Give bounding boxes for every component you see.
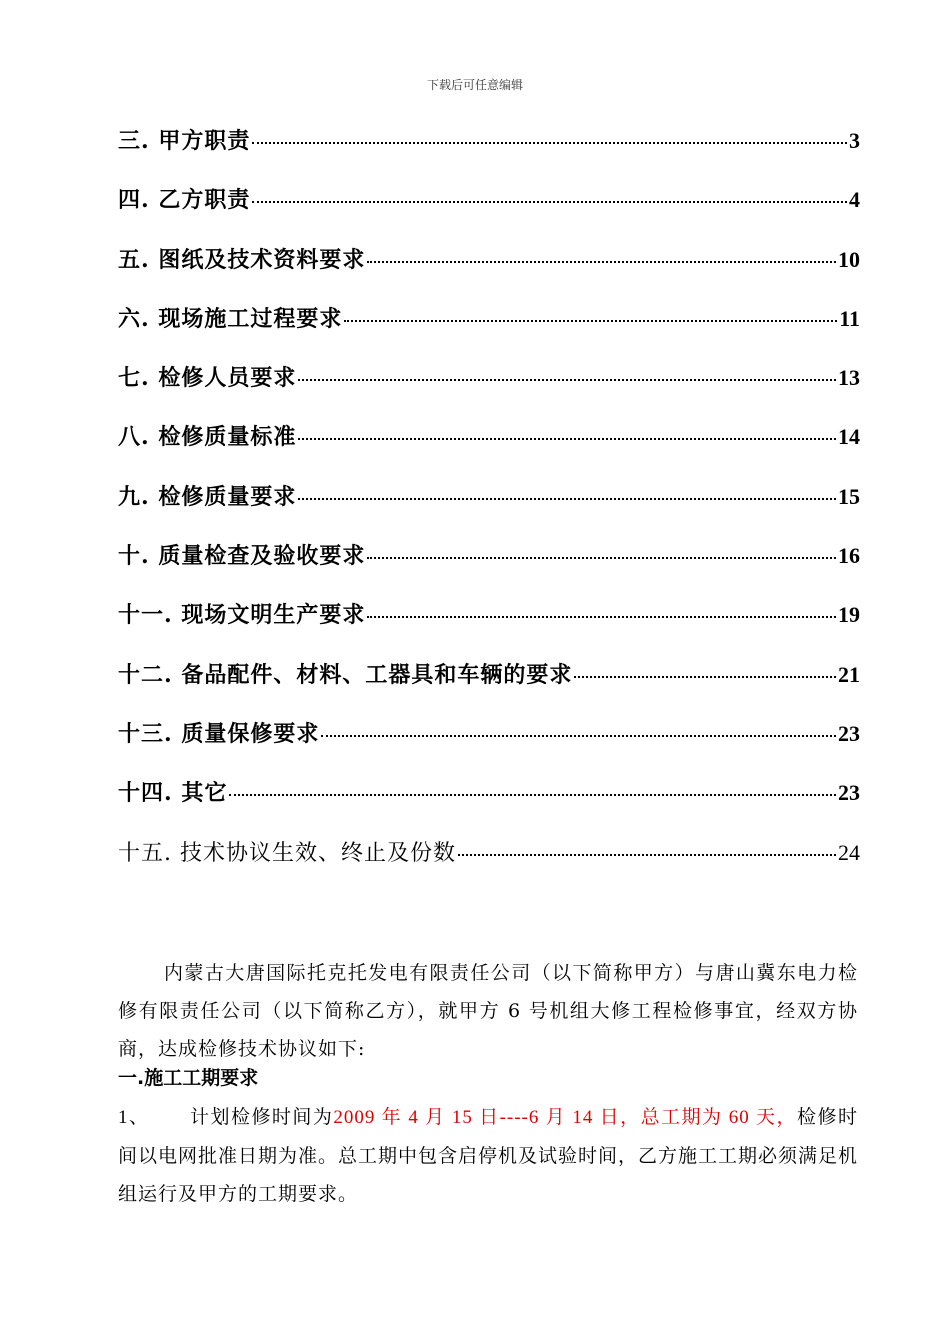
toc-entry[interactable] — [118, 353, 860, 412]
toc-dot-leader — [344, 320, 837, 322]
toc-entry-title: 七. 检修人员要求 — [118, 365, 297, 392]
toc-dot-leader — [458, 854, 836, 856]
toc-entry-title: 六. 现场施工过程要求 — [118, 305, 343, 332]
toc-entry-page-number: 4 — [849, 187, 860, 213]
toc-dot-leader — [229, 794, 836, 796]
item-prefix: 计划检修时间为 — [189, 1106, 334, 1128]
list-item-schedule — [118, 1098, 858, 1213]
toc-entry[interactable] — [118, 709, 860, 768]
toc-dot-leader — [252, 201, 847, 203]
intro-text: 内蒙古大唐国际托克托发电有限责任公司（以下简称甲方）与唐山冀东电力检修有限责任公司（以下简称乙方），就甲方 6 号机组大修工程检修事宜，经双方协商，达成检修技术协议如下: — [118, 962, 858, 1060]
toc-entry-page-number: 21 — [838, 661, 860, 687]
item-number: 1、 — [118, 1107, 150, 1128]
toc-dot-leader — [298, 438, 836, 440]
toc-entry[interactable] — [118, 590, 860, 649]
toc-dot-leader — [298, 498, 836, 500]
toc-entry-title: 十. 质量检查及验收要求 — [118, 543, 366, 570]
item-red-text: 2009 年 4 月 15 日----6 月 14 日，总工期为 60 天， — [333, 1107, 797, 1128]
toc-dot-leader — [298, 379, 836, 381]
toc-entry-page-number: 19 — [838, 602, 860, 628]
toc-dot-leader — [367, 557, 836, 559]
toc-entry-title: 八. 检修质量标准 — [118, 424, 297, 451]
toc-entry[interactable] — [118, 828, 860, 887]
toc-entry-title: 十四. 其它 — [118, 780, 228, 807]
toc-entry-page-number: 11 — [839, 305, 860, 331]
toc-entry-page-number: 13 — [838, 365, 860, 391]
toc-entry-title: 四. 乙方职责 — [118, 187, 251, 214]
toc-entry-title: 三. 甲方职责 — [118, 128, 251, 154]
toc-entry-page-number: 14 — [838, 424, 860, 450]
toc-entry-title: 十二. 备品配件、材料、工器具和车辆的要求 — [118, 661, 573, 688]
toc-entry-page-number: 23 — [838, 780, 860, 806]
toc-dot-leader — [574, 676, 836, 678]
toc-entry[interactable] — [118, 175, 860, 234]
toc-entry[interactable] — [118, 116, 860, 175]
toc-dot-leader — [321, 735, 836, 737]
item-suffix: 检修时间以电网批准日期为准。总工期中包含启停机及试验时间，乙方施工工期必须满足机组运行及甲方的工期要求。 — [118, 1106, 859, 1205]
toc-entry[interactable] — [118, 294, 860, 353]
toc-entry-title: 十三. 质量保修要求 — [118, 720, 320, 747]
toc-dot-leader — [367, 616, 836, 618]
intro-paragraph — [118, 954, 858, 1068]
table-of-contents — [118, 116, 860, 887]
toc-entry-title: 九. 检修质量要求 — [118, 483, 297, 510]
toc-entry[interactable] — [118, 412, 860, 471]
toc-entry[interactable] — [118, 768, 860, 827]
toc-entry-page-number: 16 — [838, 543, 860, 569]
page-header: 下载后可任意编辑 — [426, 78, 523, 92]
toc-entry[interactable] — [118, 472, 860, 531]
toc-entry[interactable] — [118, 650, 860, 709]
section-heading-construction-period: 一.施工工期要求 — [118, 1067, 259, 1089]
toc-entry-title: 十一. 现场文明生产要求 — [118, 602, 366, 629]
toc-entry-page-number: 15 — [838, 483, 860, 509]
toc-entry-page-number: 23 — [838, 720, 860, 746]
toc-entry-page-number: 10 — [838, 246, 860, 272]
toc-entry-title: 五. 图纸及技术资料要求 — [118, 246, 366, 273]
toc-entry-title: 十五. 技术协议生效、终止及份数 — [118, 840, 456, 866]
toc-entry-page-number: 3 — [849, 128, 860, 153]
toc-entry-page-number: 24 — [838, 839, 860, 865]
toc-dot-leader — [252, 142, 847, 144]
toc-entry[interactable] — [118, 531, 860, 590]
toc-entry[interactable] — [118, 235, 860, 294]
toc-dot-leader — [367, 261, 836, 263]
